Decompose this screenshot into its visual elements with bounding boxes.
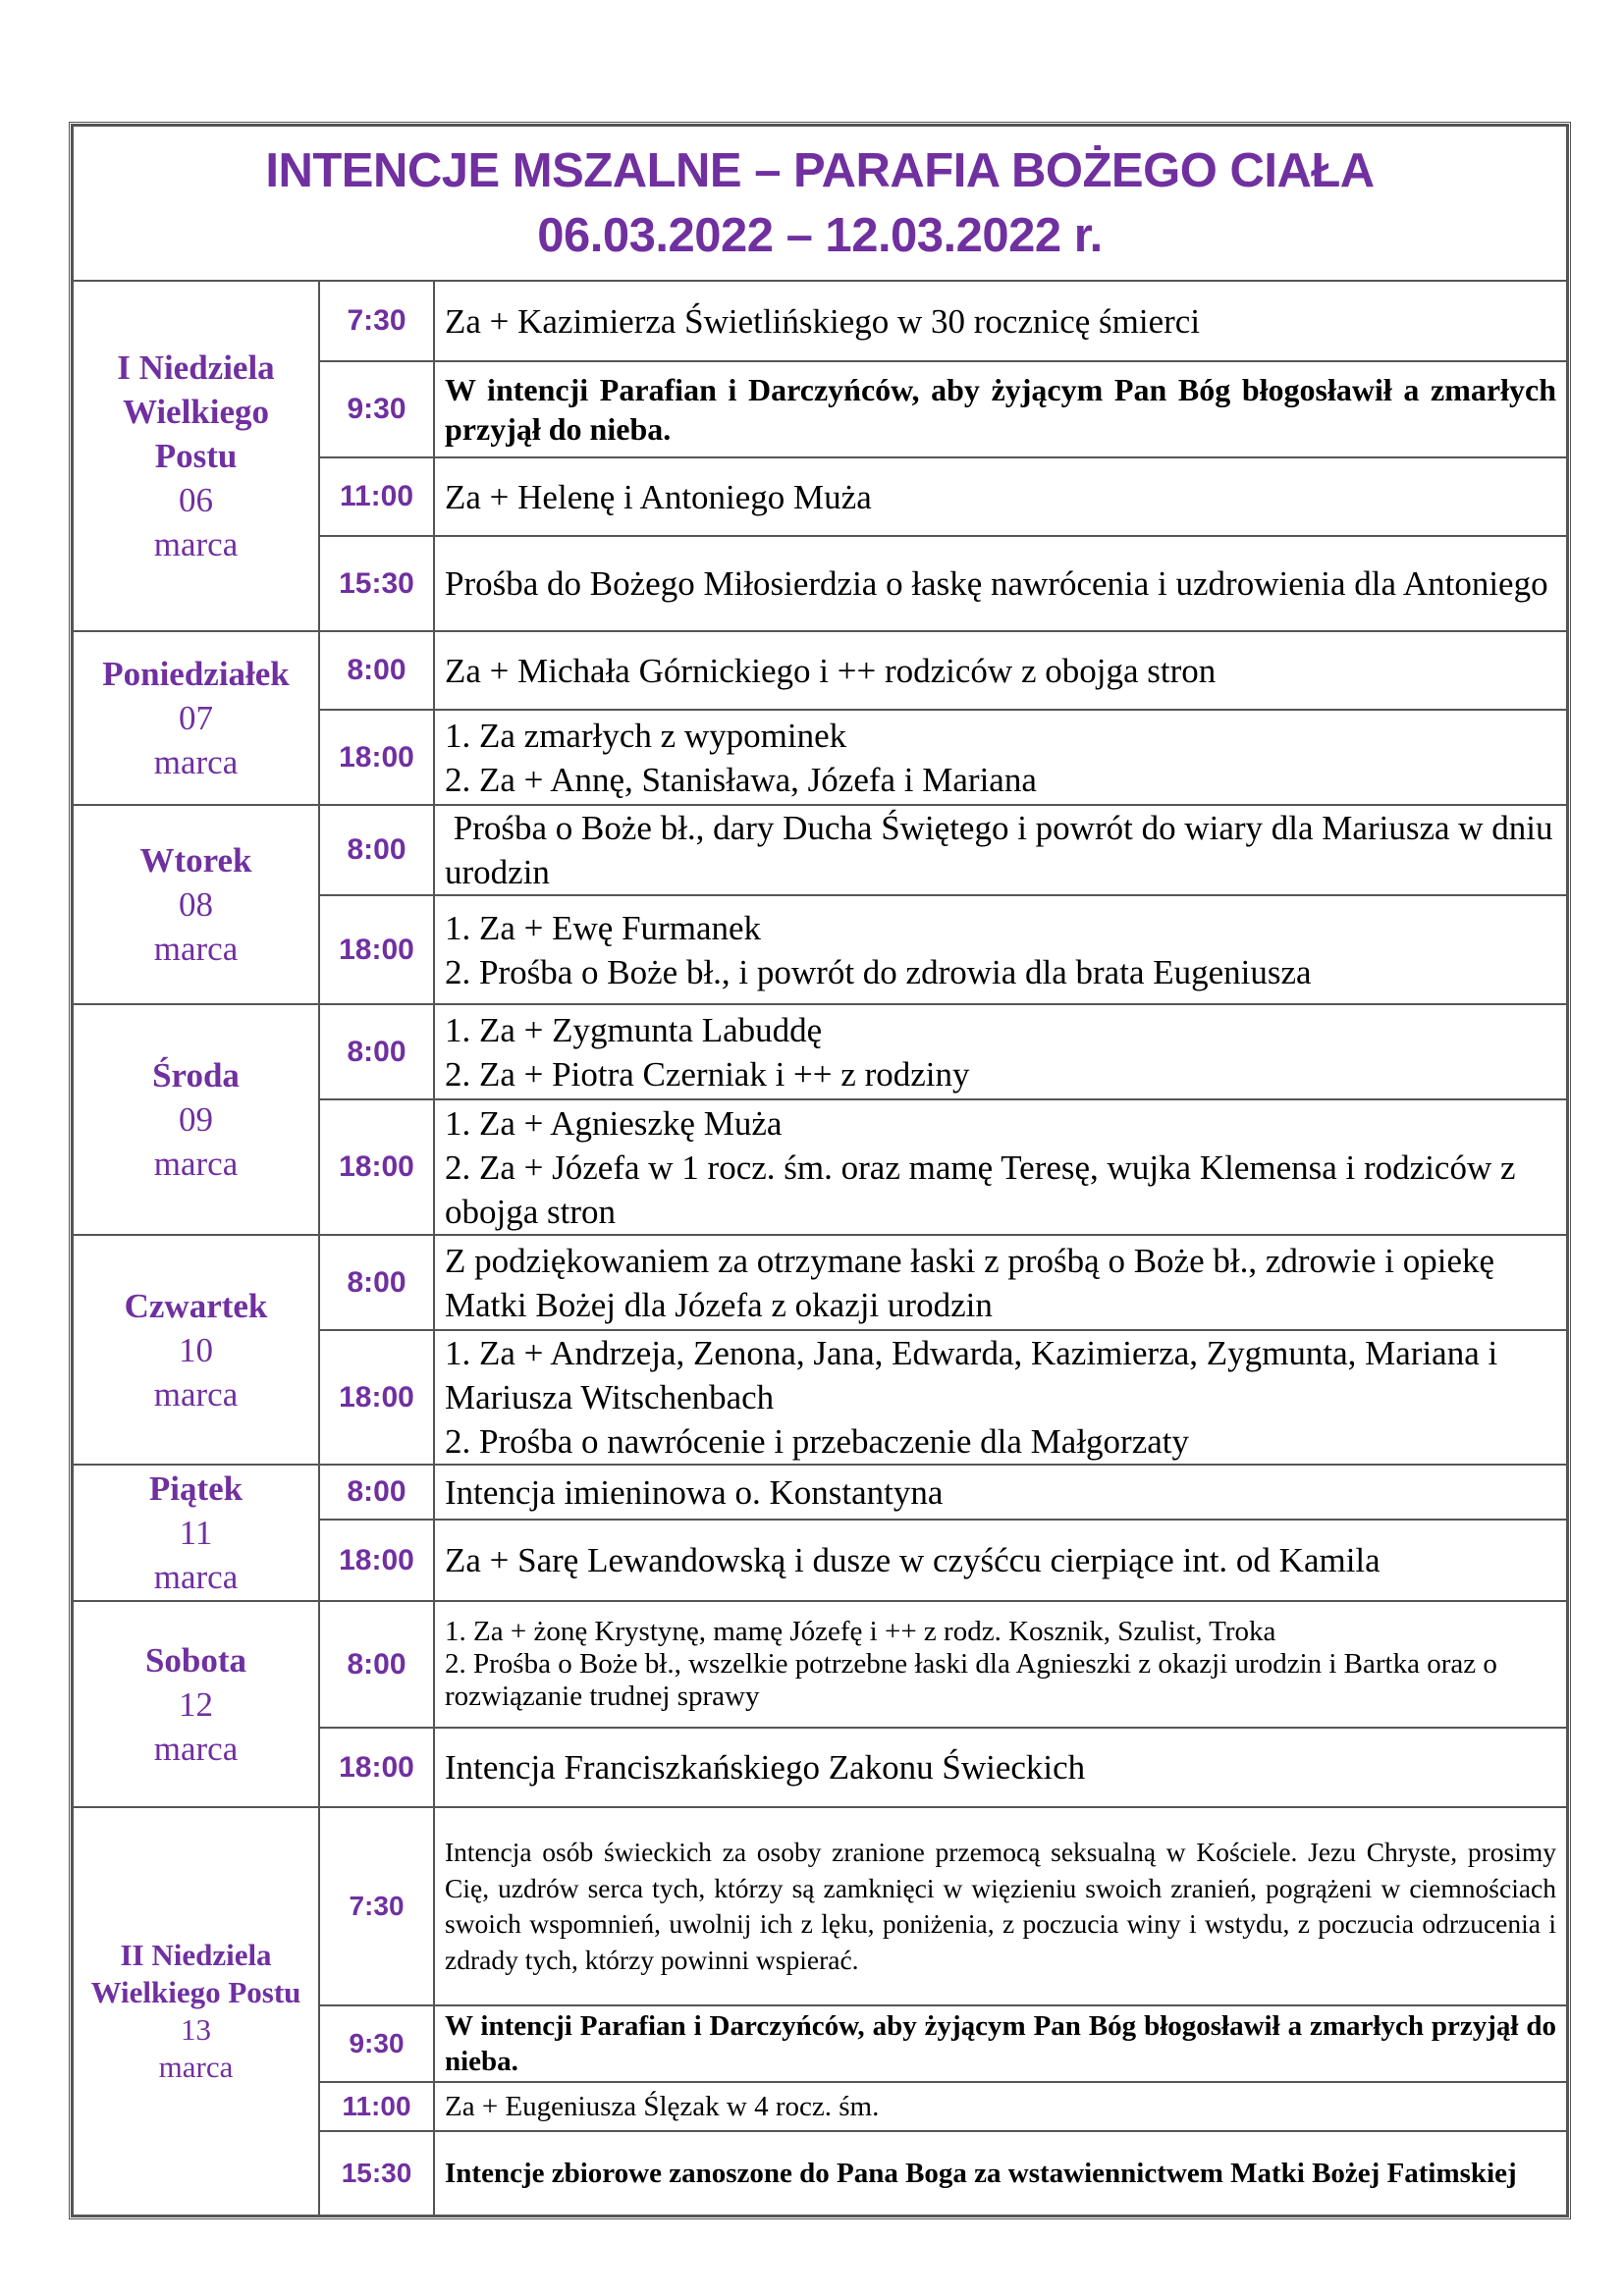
- day-name: II Niedziela: [120, 1938, 272, 1972]
- title-line-2: 06.03.2022 – 12.03.2022 r.: [537, 209, 1103, 262]
- intentions-sheet: [69, 122, 1571, 2219]
- mass-time: 8:00: [319, 1601, 434, 1728]
- title-line-1: INTENCJE MSZALNE – PARAFIA BOŻEGO CIAŁA: [265, 144, 1375, 197]
- mass-intention: [434, 536, 1567, 631]
- title-row: [73, 126, 1567, 281]
- day-number: 09: [179, 1100, 213, 1139]
- intention-line: 2. Za + Józefa w 1 rocz. śm. oraz mamę Teresę, wujka Klemensa i rodziców z obojga stron: [445, 1148, 1516, 1231]
- intention-line: 1. Za + Andrzeja, Zenona, Jana, Edwarda, Kazimierza, Zygmunta, Mariana i Mariusza Witschenbach: [445, 1334, 1498, 1416]
- day-month: marca: [153, 1558, 239, 1596]
- day-month: marca: [158, 2050, 234, 2084]
- day-name: Wtorek: [139, 841, 252, 880]
- mass-intention: [434, 631, 1567, 710]
- day-name: I Niedziela: [117, 348, 275, 387]
- day-month: marca: [153, 525, 239, 563]
- intention-line: Za + Helenę i Antoniego Muża: [445, 477, 872, 516]
- mass-intention: [434, 361, 1567, 457]
- mass-time: 8:00: [319, 805, 434, 895]
- mass-time: 11:00: [319, 457, 434, 536]
- page-title: [73, 126, 1567, 281]
- intention-line: 2. Prośba o Boże bł., wszelkie potrzebne łaski dla Agnieszki z okazji urodzin i Bartka oraz o rozwiązanie trudnej sprawy: [445, 1648, 1497, 1712]
- mass-intention: [434, 895, 1567, 1004]
- day-name: Czwartek: [124, 1286, 268, 1325]
- mass-time: 9:30: [319, 361, 434, 457]
- intention-line: Intencje zbiorowe zanoszone do Pana Boga za wstawiennictwem Matki Bożej Fatimskiej: [445, 2158, 1517, 2189]
- day-number: 08: [179, 885, 213, 924]
- day-month: marca: [153, 930, 239, 968]
- day-month: marca: [153, 1145, 239, 1183]
- intentions-table: [72, 125, 1568, 2216]
- mass-time: 18:00: [319, 1099, 434, 1235]
- mass-intention: [434, 1235, 1567, 1330]
- table-row: [73, 1004, 1567, 1099]
- mass-intention: [434, 710, 1567, 805]
- intention-line: Za + Michała Górnickiego i ++ rodziców z obojga stron: [445, 651, 1217, 690]
- table-row: [73, 1601, 1567, 1728]
- day-number: 12: [179, 1684, 213, 1724]
- day-name: Poniedziałek: [102, 655, 290, 693]
- table-row: [73, 805, 1567, 895]
- mass-intention: [434, 2082, 1567, 2131]
- mass-time: 11:00: [319, 2082, 434, 2131]
- day-cell-sunday-1: [73, 281, 319, 631]
- table-row: [73, 281, 1567, 361]
- intention-line: Za + Eugeniusza Ślęzak w 4 rocz. śm.: [445, 2091, 880, 2122]
- day-cell-monday: [73, 631, 319, 805]
- mass-time: 7:30: [319, 281, 434, 361]
- mass-time: 18:00: [319, 1520, 434, 1601]
- day-name: Postu: [154, 437, 238, 475]
- mass-time: 18:00: [319, 895, 434, 1004]
- intention-line: Z podziękowaniem za otrzymane łaski z prośbą o Boże bł., zdrowie i opiekę Matki Bożej dla Józefa z okazji urodzin: [445, 1241, 1495, 1324]
- intention-line: Intencja Franciszkańskiego Zakonu Świeckich: [445, 1748, 1086, 1787]
- day-cell-saturday: [73, 1601, 319, 1807]
- mass-time: 7:30: [319, 1807, 434, 2005]
- intention-line: Prośba o Boże bł., dary Ducha Świętego i powrót do wiary dla Mariusza w dniu urodzin: [445, 809, 1562, 891]
- intention-line: Intencja osób świeckich za osoby zranione przemocą seksualną w Kościele. Jezu Chryste, prosimy Cię, uzdrów serca tych, którzy są zamknięci w więzieniu swoich zranień, pogrążeni w ciemnościach swoich wspomnień, uwolnij ich z lęku, poniżenia, z poczucia winy i wstydu, z poczucia odrzucenia i zdrady tych, którzy powinni wspierać.: [445, 1837, 1556, 1975]
- intention-line: 2. Prośba o nawrócenie i przebaczenie dla Małgorzaty: [445, 1422, 1190, 1461]
- day-name: Środa: [152, 1056, 240, 1095]
- mass-time: 15:30: [319, 536, 434, 631]
- mass-intention: [434, 2005, 1567, 2082]
- intention-line: 2. Prośba o Boże bł., i powrót do zdrowia dla brata Eugeniusza: [445, 952, 1312, 991]
- intention-line: 1. Za + Agnieszkę Muża: [445, 1103, 783, 1143]
- mass-intention: [434, 1004, 1567, 1099]
- mass-intention: [434, 281, 1567, 361]
- day-name: Piątek: [148, 1469, 244, 1508]
- mass-intention: [434, 805, 1567, 895]
- intention-line: W intencji Parafian i Darczyńców, aby żyjącym Pan Bóg błogosławił a zmarłych przyjął do nieba.: [445, 372, 1556, 447]
- day-number: 11: [179, 1514, 213, 1552]
- mass-intention: [434, 1520, 1567, 1601]
- intention-line: Intencja imieninowa o. Konstantyna: [445, 1472, 944, 1512]
- day-cell-thursday: [73, 1235, 319, 1465]
- mass-time: 8:00: [319, 1004, 434, 1099]
- mass-intention: [434, 1465, 1567, 1520]
- day-name: Wielkiego: [122, 393, 270, 431]
- mass-time: 18:00: [319, 1330, 434, 1465]
- intention-line: Za + Sarę Lewandowską i dusze w czyśćcu cierpiące int. od Kamila: [445, 1541, 1380, 1579]
- intention-line: Za + Kazimierza Świetlińskiego w 30 rocznicę śmierci: [445, 301, 1201, 341]
- day-name: Sobota: [144, 1640, 247, 1680]
- mass-intention: [434, 1601, 1567, 1728]
- table-row: [73, 1807, 1567, 2005]
- day-name: Wielkiego Postu: [90, 1975, 301, 2009]
- mass-time: 9:30: [319, 2005, 434, 2082]
- mass-intention: [434, 457, 1567, 536]
- mass-time: 8:00: [319, 1235, 434, 1330]
- mass-time: 8:00: [319, 631, 434, 710]
- day-number: 13: [181, 2012, 211, 2047]
- day-month: marca: [153, 1729, 239, 1768]
- day-cell-sunday-2: [73, 1807, 319, 2216]
- intention-line: 2. Za + Annę, Stanisława, Józefa i Mariana: [445, 760, 1037, 799]
- intention-line: 1. Za + żonę Krystynę, mamę Józefę i ++ z rodz. Kosznik, Szulist, Troka: [445, 1616, 1276, 1647]
- day-number: 06: [179, 481, 213, 519]
- mass-time: 15:30: [319, 2131, 434, 2216]
- intention-line: 1. Za zmarłych z wypominek: [445, 716, 847, 755]
- mass-time: 18:00: [319, 1728, 434, 1807]
- day-cell-wednesday: [73, 1004, 319, 1235]
- day-cell-friday: [73, 1465, 319, 1601]
- day-number: 07: [179, 699, 213, 737]
- mass-time: 18:00: [319, 710, 434, 805]
- intention-line: W intencji Parafian i Darczyńców, aby żyjącym Pan Bóg błogosławił a zmarłych przyjął do nieba.: [445, 2010, 1556, 2077]
- mass-intention: [434, 1807, 1567, 2005]
- mass-intention: [434, 1099, 1567, 1235]
- intention-line: 1. Za + Ewę Furmanek: [445, 908, 762, 947]
- mass-time: 8:00: [319, 1465, 434, 1520]
- day-cell-tuesday: [73, 805, 319, 1004]
- intention-line: Prośba do Bożego Miłosierdzia o łaskę nawrócenia i uzdrowienia dla Antoniego: [445, 564, 1548, 603]
- mass-intention: [434, 2131, 1567, 2216]
- day-month: marca: [153, 743, 239, 781]
- table-row: [73, 1465, 1567, 1520]
- day-number: 10: [179, 1330, 213, 1369]
- mass-intention: [434, 1728, 1567, 1807]
- day-month: marca: [153, 1374, 239, 1414]
- intention-line: 1. Za + Zygmunta Labuddę: [445, 1010, 823, 1049]
- intention-line: 2. Za + Piotra Czerniak i ++ z rodziny: [445, 1054, 970, 1094]
- table-row: [73, 1235, 1567, 1330]
- mass-intention: [434, 1330, 1567, 1465]
- table-row: [73, 631, 1567, 710]
